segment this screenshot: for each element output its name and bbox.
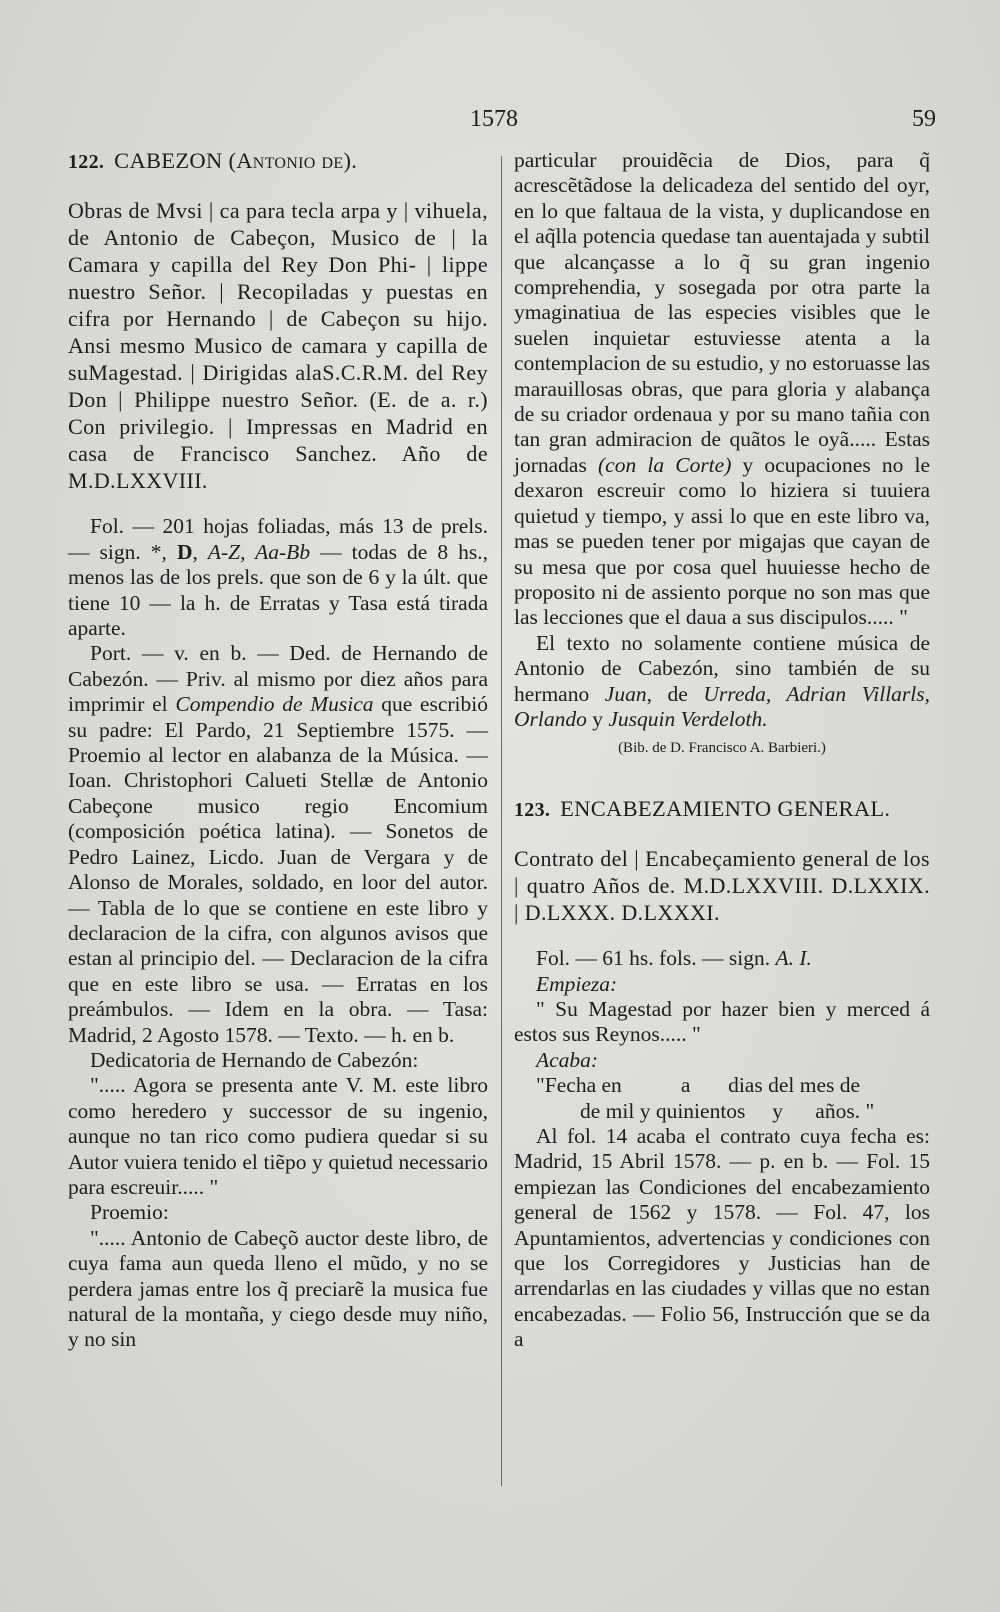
left-column — [68, 148, 488, 1353]
entry-123-empieza-text: " Su Magestad por hazer bien y merced á estos sus Reynos..... " — [514, 996, 930, 1047]
entry-123-acaba-text-1: "Fecha en a dias del mes de — [536, 1073, 861, 1098]
column-divider — [501, 156, 502, 1486]
entry-123-empieza-label: Empieza: — [536, 971, 618, 996]
entry-122-given-name: (Antonio de). — [228, 148, 358, 173]
entry-123-number: 123. — [514, 798, 551, 821]
entry-123-title-heading: ENCABEZAMIENTO GENERAL. — [560, 795, 891, 821]
entry-122-heading — [68, 148, 488, 175]
entry-122-proemio-label: Proemio: — [90, 1200, 169, 1225]
entry-123-title: Contrato del | Encabeçamiento general de los | quatro Años de. M.D.LXXVIII. D.LXXIX. | D.LXXX. D.LXXXI. — [514, 846, 930, 926]
entry-122-number: 122. — [68, 151, 105, 173]
entry-123-description: Al fol. 14 acaba el contrato cuya fecha es: Madrid, 15 Abril 1578. — p. en b. — Fol. 15 empiezan las Condiciones del encabezamiento general de 1562 y 1578. — Fol. 47, los Apuntamientos, advertencias y condiciones con que los Corregidores y Justicias han de arrendarlas en las ciudades y villas que no estan encabezadas. — Folio 56, Instrucción que se da a — [514, 1124, 930, 1352]
header-year: 1578 — [470, 106, 518, 132]
entry-122-surname: CABEZON — [114, 148, 223, 173]
entry-123-collation: Fol. — 61 hs. fols. — sign. A. I. — [536, 946, 812, 971]
entry-122-title: Obras de Mvsi | ca para tecla arpa y | vihuela, de Antonio de Cabeçon, Musico de | la Camara y capilla del Rey Don Phi- | lippe nuestro Señor. | Recopiladas y puestas en cifra por Hernando | de Cabeçon su hijo. Ansi mesmo Musico de camara y capilla de suMagestad. | Dirigidas alaS.C.R.M. del Rey Don | Philippe nuestro Señor. (E. de a. r.) Con privilegio. | Impressas en Madrid en casa de Francisco Sanchez. Año de M.D.LXXVIII. — [68, 198, 488, 494]
entry-122-proemio-quote: "..... Antonio de Cabeçõ auctor deste libro, de cuya fama aun queda lleno el mũdo, y no se perdera jamas entre los q̃ preciarẽ la musica fue natural de la montaña, y ciego desde muy niño, y no sin — [68, 1225, 488, 1352]
entry-122-note: El texto no solamente contiene música de Antonio de Cabezón, sino también de su hermano Juan, de Urreda, Adrian Villarls, Orlando y Jusquin Verdeloth. — [514, 630, 930, 731]
entry-122-source: (Bib. de D. Francisco A. Barbieri.) — [618, 740, 826, 757]
entry-122-proemio-continuation: particular prouidẽcia de Dios, para q̃ acrescẽtãdose la delicadeza del sentido del oyr, en lo que faltaua de la vista, y duplicandose en el aq̃lla potencia quedase tan auentajada y subtil que alcançasse a lo q̃ su gran ingenio comprehendia, y sosegada por otra parte la ymaginatiua de las especies visibles que le suelen inquietar estuviesse atenta a la contemplacion de su estudio, y no estoruasse las marauillosas obras, que para gloria y alabança de su criador ordenaua y por su mano tañia con tan gran admiracion de quãtos le oyã..... Estas jornadas (con la Corte) y ocupaciones no le dexaron escreuir como lo hiziera si tuuiera quietud y tiempo, y assi lo que en este libro va, mas se pueden tener por migajas que cayan de su mesa que por cosa quel huuiesse hecho de proposito ni de assiento porque no son mas que las lecciones que el daua a sus discipulos..... " — [514, 148, 931, 630]
right-column — [514, 148, 930, 1353]
entry-123-acaba-text-2: de mil y quinientos y años. " — [580, 1098, 875, 1123]
entry-123-acaba-label: Acaba: — [536, 1047, 599, 1072]
entry-122-dedication-quote: "..... Agora se presenta ante V. M. este libro como heredero y successor de su ingenio, aunque no tan rico como pudiera quedar si su Autor vuiera tenido el tiẽpo y quietud necessario para escreuir..... " — [68, 1073, 488, 1199]
running-header — [0, 106, 1000, 140]
entry-122-contents: Port. — v. en b. — Ded. de Hernando de Cabezón. — Priv. al mismo por diez años para imprimir el Compendio de Musica que escribió su padre: El Pardo, 21 Septiembre 1575. — Proemio al lector en alabanza de la Música. — Ioan. Christophori Calueti Stellæ de Antonio Cabeçone musico regio Encomium (composición poética latina). — Sonetos de Pedro Lainez, Licdo. Juan de Vergara y de Alonso de Morales, soldado, en loor del autor. — Tabla de lo que se contiene en este libro y declaracion de la cifra, con algunos avisos que estan al principio del. — Declaracion de la cifra que en este libro se usa. — Erratas en los preámbulos. — Idem en la obra. — Tasa: Madrid, 2 Agosto 1578. — Texto. — h. en b. — [68, 641, 488, 1047]
page-number: 59 — [912, 106, 936, 132]
entry-123-heading — [514, 796, 930, 823]
entry-122-dedication-label: Dedicatoria de Hernando de Cabezón: — [90, 1047, 419, 1072]
entry-122-collation: Fol. — 201 hojas foliadas, más 13 de prels. — sign. *, D, A-Z, Aa-Bb — todas de 8 hs., menos las de los prels. que son de 6 y la últ. que tiene 10 — la h. de Erratas y Tasa está tirada aparte. — [68, 514, 489, 641]
